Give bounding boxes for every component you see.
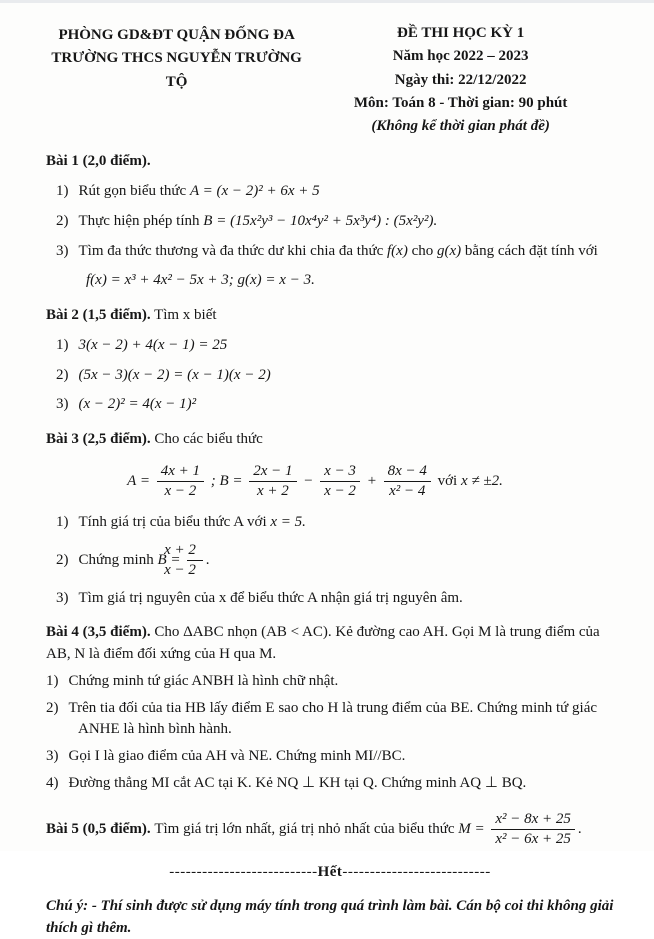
fraction-A bbox=[157, 463, 204, 501]
item-text: Tìm đa thức thương và đa thức dư khi chia đa thức bbox=[78, 242, 384, 259]
problem-5-line bbox=[46, 811, 614, 849]
fraction-numerator: 8x − 4 bbox=[384, 463, 431, 482]
math-lhs-M: M = bbox=[458, 820, 485, 837]
problem-3-item-1 bbox=[46, 512, 614, 534]
fraction-numerator: x − 3 bbox=[320, 463, 360, 482]
item-number: 3) bbox=[56, 396, 69, 413]
fraction-numerator: 2x − 1 bbox=[249, 463, 296, 482]
item-text: Thực hiện phép tính bbox=[78, 212, 200, 229]
period: . bbox=[577, 820, 582, 837]
item-number: 3) bbox=[56, 242, 69, 259]
item-formula: x = 5. bbox=[270, 514, 306, 531]
condition-math: x ≠ ±2. bbox=[460, 472, 503, 489]
problem-3-item-2 bbox=[46, 542, 614, 580]
problem-1-title: Bài 1 (2,0 điểm). bbox=[46, 153, 151, 170]
problem-4-title: Bài 4 (3,5 điểm). bbox=[46, 624, 151, 641]
problem-4-item-2 bbox=[46, 698, 614, 742]
item-number: 1) bbox=[56, 183, 69, 199]
item-formula: 3(x − 2) + 4(x − 1) = 25 bbox=[78, 336, 228, 353]
issuing-organization bbox=[46, 22, 307, 138]
fraction-denominator: x + 2 bbox=[257, 483, 289, 499]
item-formula: B = (15x²y³ − 10x⁴y² + 5x³y⁴) : (5x²y²). bbox=[203, 212, 438, 229]
problem-2-item-2 bbox=[46, 365, 614, 387]
problem-4-item-1 bbox=[46, 671, 614, 693]
problem-2-title: Bài 2 (1,5 điểm). bbox=[46, 307, 151, 323]
item-number: 2) bbox=[56, 551, 69, 568]
problem-4-item-3 bbox=[46, 746, 614, 768]
problem-3 bbox=[46, 429, 614, 609]
problem-1-item-3 bbox=[46, 241, 614, 263]
exam-info bbox=[307, 22, 614, 138]
item-text: Đường thẳng MI cắt AC tại K. Kẻ NQ ⊥ KH tại Q. Chứng minh AQ ⊥ BQ. bbox=[68, 774, 527, 791]
item-text: Tính giá trị của biểu thức A với bbox=[78, 514, 267, 531]
document-header bbox=[46, 22, 614, 138]
inline-math-fx: f(x) bbox=[387, 242, 408, 259]
problem-5-title: Bài 5 (0,5 điểm). bbox=[46, 820, 151, 837]
period: . bbox=[205, 551, 210, 568]
math-lhs-A: A = bbox=[127, 472, 150, 489]
problem-1-item-3-formula: f(x) = x³ + 4x² − 5x + 3; g(x) = x − 3. bbox=[86, 272, 315, 289]
fraction-M bbox=[491, 811, 575, 849]
item-number: 1) bbox=[46, 672, 59, 689]
end-divider bbox=[46, 862, 614, 884]
time-note: (Không kể thời gian phát đề) bbox=[371, 118, 550, 134]
school-name: TRƯỜNG THCS NGUYỄN TRƯỜNG TỘ bbox=[51, 50, 302, 90]
fraction-numerator: 4x + 1 bbox=[157, 463, 204, 482]
fraction-B1 bbox=[249, 463, 296, 501]
item-formula: (x − 2)² = 4(x − 1)² bbox=[78, 396, 197, 413]
condition-text: với bbox=[437, 472, 458, 489]
department-name: PHÒNG GD&ĐT QUẬN ĐỐNG ĐA bbox=[58, 27, 295, 43]
problem-3-heading bbox=[46, 429, 614, 451]
item-formula: A = (x − 2)² + 6x + 5 bbox=[189, 183, 320, 199]
item-text: cho bbox=[411, 242, 434, 259]
problem-2 bbox=[46, 305, 614, 416]
fraction-B3 bbox=[384, 463, 431, 501]
problem-1-item-2 bbox=[46, 211, 614, 233]
problem-5-text: Tìm giá trị lớn nhất, giá trị nhỏ nhất của biểu thức bbox=[154, 820, 455, 837]
item-text: bằng cách đặt tính với bbox=[464, 242, 598, 259]
item-number: 3) bbox=[56, 589, 69, 606]
end-label: Hết bbox=[317, 864, 343, 880]
item-text: Chứng minh bbox=[78, 551, 154, 568]
problem-3-heading-text: Cho các biểu thức bbox=[154, 431, 263, 447]
item-text: Gọi I là giao điểm của AH và NE. Chứng minh MI//BC. bbox=[68, 748, 406, 764]
problem-2-item-1 bbox=[46, 335, 614, 357]
item-text: Trên tia đối của tia HB lấy điểm E sao cho H là trung điểm của BE. Chứng minh tứ giác ANHE là hình bình hành. bbox=[68, 699, 598, 738]
problem-3-title: Bài 3 (2,5 điểm). bbox=[46, 431, 151, 447]
exam-date: Ngày thi: 22/12/2022 bbox=[394, 71, 527, 88]
exam-note: Chú ý: - Thí sinh được sử dụng máy tính trong quá trình làm bài. Cán bộ coi thi không giải thích gì thêm. bbox=[46, 897, 614, 936]
fraction-denominator: x − 2 bbox=[164, 483, 197, 499]
problem-4 bbox=[46, 622, 614, 794]
inline-math-gx: g(x) bbox=[437, 242, 462, 259]
problem-2-item-3 bbox=[46, 394, 614, 416]
fraction bbox=[164, 542, 203, 580]
problem-1 bbox=[46, 151, 614, 292]
item-text: Chứng minh tứ giác ANBH là hình chữ nhật. bbox=[68, 672, 339, 689]
fraction-numerator: x + 2 bbox=[187, 542, 203, 561]
school-year: Năm học 2022 – 2023 bbox=[392, 48, 529, 65]
operator-plus: + bbox=[366, 472, 377, 489]
math-lhs: B = bbox=[157, 551, 181, 568]
item-number: 2) bbox=[46, 699, 59, 716]
fraction-B2 bbox=[320, 463, 360, 501]
problem-1-item-1 bbox=[46, 181, 614, 203]
operator-minus: − bbox=[303, 472, 314, 489]
problem-4-item-4 bbox=[46, 773, 614, 795]
math-lhs-B: ; B = bbox=[210, 472, 243, 489]
fraction-numerator: x² − 8x + 25 bbox=[491, 811, 575, 830]
item-formula: (5x − 3)(x − 2) = (x − 1)(x − 2) bbox=[78, 366, 271, 383]
problem-5 bbox=[46, 811, 614, 849]
item-text: Tìm giá trị nguyên của x để biểu thức A nhận giá trị nguyên âm. bbox=[78, 589, 463, 606]
item-number: 2) bbox=[56, 212, 69, 229]
item-number: 3) bbox=[46, 748, 59, 764]
exam-title: ĐỀ THI HỌC KỲ 1 bbox=[397, 25, 525, 41]
item-number: 1) bbox=[56, 336, 69, 353]
item-number: 4) bbox=[46, 774, 59, 791]
fraction-denominator: x² − 6x + 25 bbox=[495, 830, 571, 847]
problem-3-formula bbox=[46, 463, 584, 501]
end-dashes-right: --------------------------- bbox=[342, 864, 491, 880]
problem-1-heading bbox=[46, 151, 614, 173]
subject-and-duration: Môn: Toán 8 - Thời gian: 90 phút bbox=[353, 94, 568, 111]
fraction-denominator: x − 2 bbox=[164, 562, 196, 579]
fraction-denominator: x − 2 bbox=[324, 483, 356, 499]
problem-2-heading-text: Tìm x biết bbox=[154, 307, 217, 323]
problem-4-intro: Cho ΔABC nhọn (AB < AC). Kẻ đường cao AH. Gọi M là trung điểm của AB, N là điểm đối xứng của H qua M. bbox=[46, 624, 600, 662]
problem-2-heading bbox=[46, 305, 614, 327]
item-text: Rút gọn biểu thức bbox=[78, 183, 187, 199]
problem-3-item-3 bbox=[46, 588, 614, 610]
item-number: 2) bbox=[56, 366, 69, 383]
end-dashes-left: --------------------------- bbox=[169, 864, 318, 880]
problem-4-heading bbox=[46, 622, 614, 666]
item-number: 1) bbox=[56, 514, 69, 531]
scan-edge-artifact bbox=[0, 0, 654, 3]
fraction-denominator: x² − 4 bbox=[389, 483, 426, 499]
